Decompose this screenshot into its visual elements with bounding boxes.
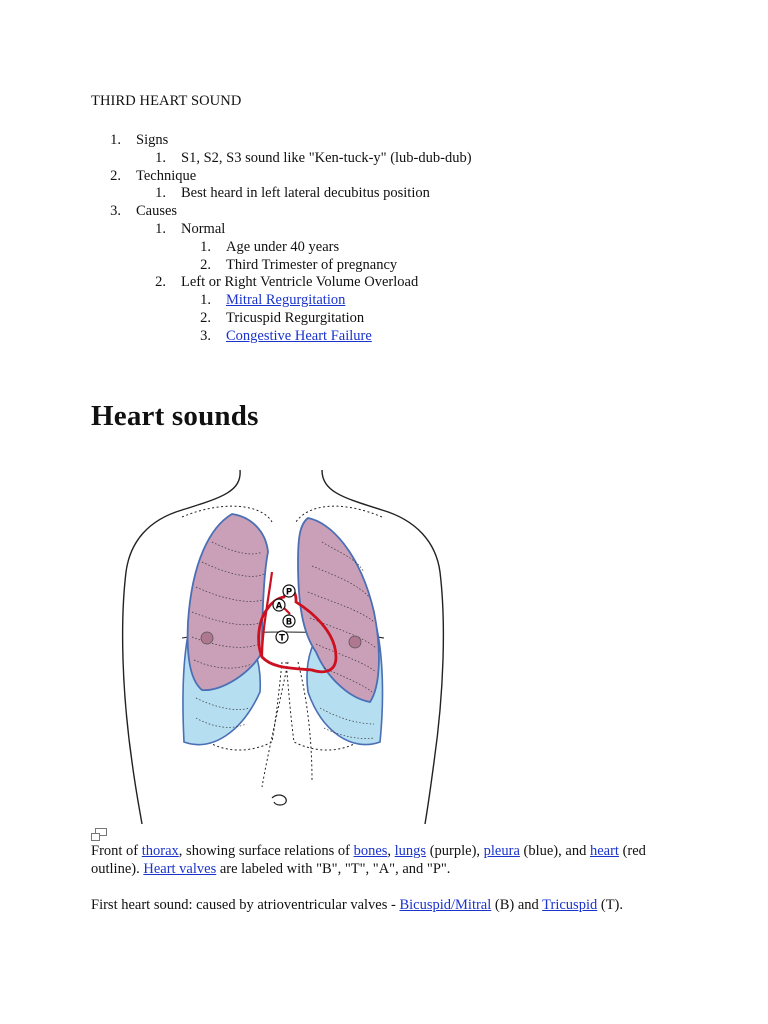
pleura-link[interactable]: pleura: [483, 843, 520, 859]
list-number: 2.: [110, 167, 121, 184]
thorax-illustration[interactable]: [112, 462, 472, 824]
heart-valves-link[interactable]: Heart valves: [143, 861, 217, 877]
navel: [272, 795, 286, 805]
list-item: [0, 185, 700, 203]
list-item-label: Tricuspid Regurgitation: [226, 309, 365, 326]
sternum-dotted: [262, 662, 288, 787]
valve-b-label: [283, 615, 295, 628]
list-item-label: Age under 40 years: [226, 238, 340, 255]
list-item: [0, 203, 700, 221]
list-item-label: S1, S2, S3 sound like "Ken-tuck-y" (lub-dub-dub): [181, 149, 472, 166]
valve-a-text: A: [275, 601, 283, 612]
list-item-label: Signs: [136, 132, 169, 148]
valve-t-text: T: [279, 633, 285, 644]
bones-link[interactable]: bones: [353, 843, 388, 859]
list-number: 3.: [110, 203, 121, 220]
list-item-label: Left or Right Ventricle Volume Overload: [181, 274, 419, 291]
page-title: THIRD HEART SOUND: [91, 93, 242, 109]
list-item: [0, 221, 700, 239]
valve-t-label: [276, 631, 288, 644]
list-number: 1.: [110, 132, 121, 148]
list-number: 1.: [155, 149, 166, 166]
valve-a-label: [273, 599, 285, 612]
list-item: [0, 310, 700, 328]
list-number: 1.: [200, 238, 211, 255]
list-number: 1.: [155, 185, 166, 202]
lungs-link[interactable]: lungs: [394, 843, 427, 859]
list-item-label: Normal: [181, 220, 226, 237]
thorax-link[interactable]: thorax: [141, 843, 179, 859]
valve-p-label: [283, 585, 295, 598]
list-item: [0, 274, 700, 292]
outline-list: [0, 132, 700, 346]
valve-p-text: P: [285, 587, 293, 598]
list-item: [0, 292, 700, 310]
list-number: 2.: [200, 309, 211, 326]
list-number: 2.: [200, 256, 211, 273]
list-item-label: Best heard in left lateral decubitus position: [181, 185, 430, 202]
congestive-heart-failure-link[interactable]: Congestive Heart Failure: [226, 327, 372, 344]
list-number: 1.: [200, 292, 211, 309]
list-item-label: Causes: [136, 203, 178, 220]
list-item-label: Third Trimester of pregnancy: [226, 256, 398, 273]
list-item: [0, 168, 700, 186]
heart-link[interactable]: heart: [589, 843, 619, 859]
list-number: 2.: [155, 274, 166, 291]
list-item: [0, 150, 700, 168]
list-item: [0, 328, 700, 346]
list-item: [0, 239, 700, 257]
list-number: 1.: [155, 220, 166, 237]
figure-caption: Front of thorax, showing surface relations of bones, lungs (purple), pleura (blue), and heart (red outline). Heart valves are labeled with "B", "T", "A", and "P".: [91, 843, 646, 877]
list-item: [0, 257, 700, 275]
list-number: 3.: [200, 327, 211, 344]
enlarge-icon[interactable]: [91, 828, 108, 841]
tricuspid-link[interactable]: Tricuspid: [542, 897, 598, 913]
first-heart-sound-text: First heart sound: caused by atrioventricular valves - Bicuspid/Mitral (B) and Tricuspid (T).: [91, 897, 623, 913]
mitral-regurgitation-link[interactable]: Mitral Regurgitation: [226, 292, 346, 309]
list-item-label: Technique: [136, 167, 197, 184]
thorax-diagram: [112, 462, 472, 824]
nipple-right: [349, 636, 361, 648]
list-item: [0, 132, 700, 150]
section-heading: Heart sounds: [91, 400, 259, 432]
nipple-left: [201, 632, 213, 644]
valve-b-text: B: [285, 617, 293, 628]
bicuspid-mitral-link[interactable]: Bicuspid/Mitral: [399, 897, 492, 913]
